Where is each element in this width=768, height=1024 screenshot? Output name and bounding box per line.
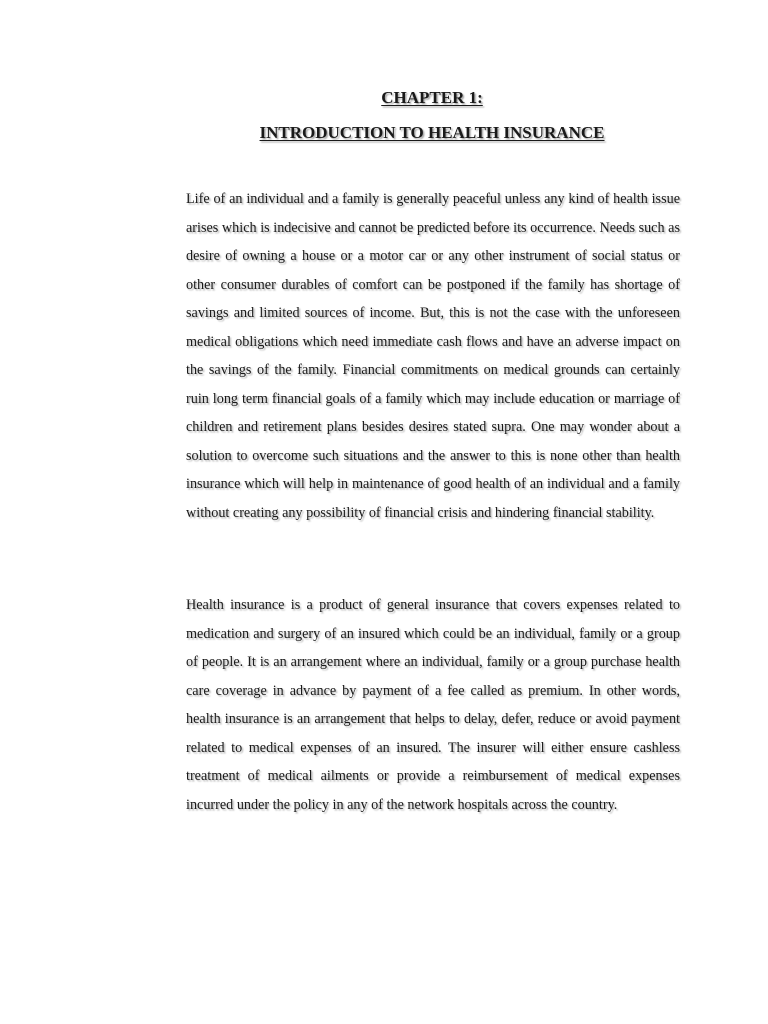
chapter-number: CHAPTER 1:: [381, 88, 483, 107]
body-paragraph: Health insurance is a product of general insurance that covers expenses related to medication and surgery of an insured which could be an individual, family or a group of people. It is an arrangement where an individual, family or a group purchase health care coverage in advance by payment of a fee called as premium. In other words, health insurance is an arrangement that helps to delay, defer, reduce or avoid payment related to medical expenses of an insured. The insurer will either ensure cashless treatment of medical ailments or provide a reimbursement of medical expenses incurred under the policy in any of the network hospitals across the country.: [186, 597, 680, 813]
body-paragraph: Life of an individual and a family is generally peaceful unless any kind of health issue arises which is indecisive and cannot be predicted before its occurrence. Needs such as desire of owning a house or a motor car or any other instrument of social status or other consumer durables of comfort can be postponed if the family has shortage of savings and limited sources of income. But, this is not the case with the unforeseen medical obligations which need immediate cash flows and have an adverse impact on the savings of the family. Financial commitments on medical grounds can certainly ruin long term financial goals of a family which may include education or marriage of children and retirement plans besides desires stated supra. One may wonder about a solution to overcome such situations and the answer to this is none other than health insurance which will help in maintenance of good health of an individual and a family without creating any possibility of financial crisis and hindering financial stability.: [186, 191, 680, 521]
chapter-title: INTRODUCTION TO HEALTH INSURANCE: [259, 123, 605, 142]
